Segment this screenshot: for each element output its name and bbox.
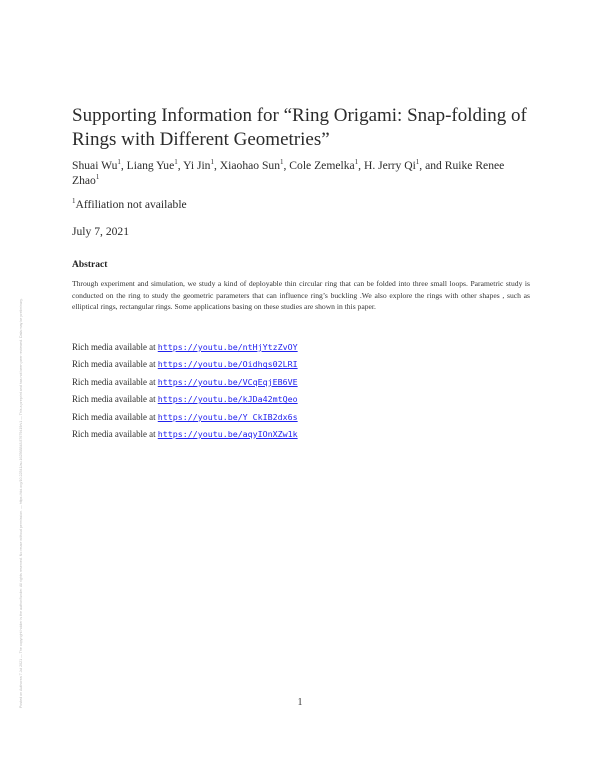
author-affil-mark: 1 [174, 158, 178, 167]
video-link[interactable]: https://youtu.be/kJDa42mtQeo [157, 394, 298, 405]
author-separator: , [213, 159, 220, 172]
author-affil-mark: 1 [415, 158, 420, 167]
rich-media-item [72, 356, 532, 373]
affiliation-mark: 1 [72, 197, 76, 206]
abstract-text: Through experiment and simulation, we study a kind of deployable thin circular ring that can be folded into three small loops. Parametric study is conducted on the ring to study the geometric parameters that can influence ring’s buckling .We also explore the rings with other shapes , such as elliptical rings, rectangular rings. Some applications basing on these studies are shown in this paper. [72, 279, 530, 311]
rich-media-prefix: Rich media available at [72, 376, 158, 387]
author-name: Liang Yue [126, 159, 175, 172]
paper-title: Supporting Information for “Ring Origami: Snap-folding of Rings with Different Geometries” [72, 105, 527, 150]
video-link[interactable]: https://youtu.be/aqyIOnXZw1k [157, 428, 298, 439]
abstract-heading: Abstract [72, 260, 108, 270]
author-affil-mark: 1 [280, 158, 284, 167]
rich-media-item [72, 409, 532, 426]
author-separator: , [358, 159, 364, 172]
author-name: Ruike Renee Zhao [72, 159, 505, 187]
affiliation [72, 198, 532, 212]
rich-media-list [72, 339, 532, 443]
rich-media-prefix: Rich media available at [72, 359, 158, 370]
rich-media-item [72, 374, 532, 391]
video-link[interactable]: https://youtu.be/Y_CkIB2dx6s [157, 411, 298, 422]
author-name: Cole Zemelka [289, 159, 355, 172]
margin-preprint-note: Posted on Authorea 7 Jul 2021 — The copyright holder is the author/funder. All rights reserved. No reuse without permission. — https://doi.org/10.22541/au.162568848.87679419/v1 — This a preprint and has not been peer reviewed. Data may be preliminary. [19, 298, 23, 708]
rich-media-prefix: Rich media available at [72, 394, 158, 405]
rich-media-prefix: Rich media available at [72, 428, 158, 439]
author-list [72, 158, 532, 188]
author-name: Yi Jin [183, 159, 211, 172]
author-separator: , [177, 159, 184, 172]
author-separator: , and [419, 159, 445, 172]
author-name: Xiaohao Sun [219, 159, 280, 172]
affiliation-text: Affiliation not available [75, 198, 187, 211]
rich-media-prefix: Rich media available at [72, 342, 158, 352]
author-affil-mark: 1 [95, 173, 100, 182]
author-affil-mark: 1 [117, 158, 121, 167]
page-number: 1 [297, 697, 303, 708]
author-separator: , [120, 159, 127, 172]
rich-media-item [72, 426, 532, 443]
author-affil-mark: 1 [210, 158, 214, 167]
video-link[interactable]: https://youtu.be/Oidhqs02LRI [157, 359, 298, 370]
author-name: H. Jerry Qi [363, 159, 416, 172]
rich-media-prefix: Rich media available at [72, 411, 158, 422]
video-link[interactable]: https://youtu.be/ntHjYtzZvOY [157, 342, 298, 352]
author-separator: , [283, 159, 290, 172]
video-link[interactable]: https://youtu.be/VCqEqjEB6VE [157, 376, 298, 387]
author-name: Shuai Wu [72, 159, 118, 172]
rich-media-item [72, 391, 532, 408]
publication-date: July 7, 2021 [72, 225, 130, 238]
author-affil-mark: 1 [354, 158, 359, 167]
rich-media-item [72, 339, 532, 356]
